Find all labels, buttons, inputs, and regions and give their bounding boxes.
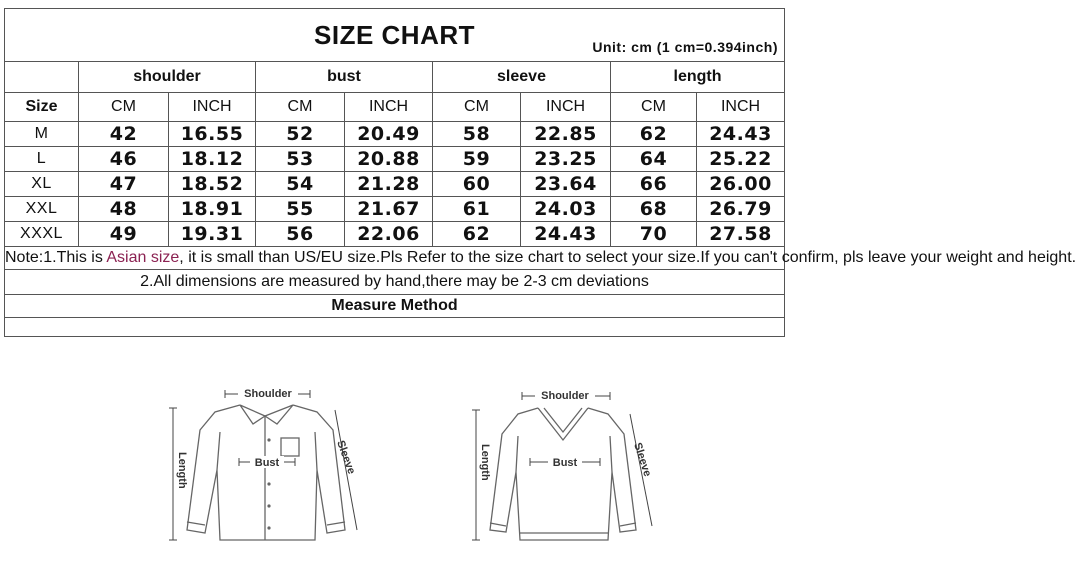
value-cell: 16.55 bbox=[169, 122, 256, 147]
value-cell: 23.25 bbox=[521, 147, 611, 172]
value-cell: 27.58 bbox=[697, 222, 785, 247]
value-cell: 24.43 bbox=[521, 222, 611, 247]
size-cell: XXXL bbox=[5, 222, 79, 247]
value-cell: 55 bbox=[256, 197, 345, 222]
value-cell: 58 bbox=[433, 122, 521, 147]
chart-title: SIZE CHART bbox=[314, 19, 475, 50]
diagram-label-bust: Bust bbox=[552, 457, 578, 469]
value-cell: 24.43 bbox=[697, 122, 785, 147]
value-cell: 47 bbox=[79, 172, 169, 197]
value-cell: 42 bbox=[79, 122, 169, 147]
size-chart-table bbox=[4, 8, 1076, 337]
diagram-label-shoulder: Shoulder bbox=[244, 388, 292, 400]
measure-method-heading: Measure Method bbox=[5, 295, 785, 318]
diagram-label-sleeve: Sleeve bbox=[334, 438, 358, 476]
group-header-shoulder: shoulder bbox=[79, 62, 256, 93]
group-header-bust: bust bbox=[256, 62, 433, 93]
value-cell: 18.52 bbox=[169, 172, 256, 197]
value-cell: 62 bbox=[433, 222, 521, 247]
empty-row bbox=[5, 318, 785, 337]
value-cell: 20.88 bbox=[345, 147, 433, 172]
note-asian-size bbox=[5, 247, 1076, 270]
shirt-measure-diagram bbox=[165, 380, 375, 560]
diagram-label-length: Length bbox=[479, 444, 491, 481]
value-cell: 54 bbox=[256, 172, 345, 197]
value-cell: 22.85 bbox=[521, 122, 611, 147]
value-cell: 24.03 bbox=[521, 197, 611, 222]
value-cell: 59 bbox=[433, 147, 521, 172]
value-cell: 52 bbox=[256, 122, 345, 147]
value-cell: 21.28 bbox=[345, 172, 433, 197]
value-cell: 61 bbox=[433, 197, 521, 222]
value-cell: 64 bbox=[611, 147, 697, 172]
unit-header-inch: INCH bbox=[697, 93, 785, 122]
value-cell: 26.00 bbox=[697, 172, 785, 197]
value-cell: 68 bbox=[611, 197, 697, 222]
value-cell: 26.79 bbox=[697, 197, 785, 222]
value-cell: 21.67 bbox=[345, 197, 433, 222]
unit-header-inch: INCH bbox=[169, 93, 256, 122]
value-cell: 62 bbox=[611, 122, 697, 147]
size-cell: XXL bbox=[5, 197, 79, 222]
size-cell: XL bbox=[5, 172, 79, 197]
group-header-length: length bbox=[611, 62, 785, 93]
unit-header-inch: INCH bbox=[521, 93, 611, 122]
note-measurement-deviation: 2.All dimensions are measured by hand,there may be 2-3 cm deviations bbox=[5, 270, 785, 295]
value-cell: 60 bbox=[433, 172, 521, 197]
value-cell: 49 bbox=[79, 222, 169, 247]
value-cell: 19.31 bbox=[169, 222, 256, 247]
empty-corner-cell bbox=[5, 62, 79, 93]
table-row bbox=[5, 222, 785, 247]
size-cell: M bbox=[5, 122, 79, 147]
note-suffix: , it is small than US/EU size.Pls Refer to the size chart to select your size.If you can't confirm, pls leave your weight and height. bbox=[179, 249, 1076, 266]
sweater-measure-diagram bbox=[460, 380, 670, 560]
value-cell: 70 bbox=[611, 222, 697, 247]
value-cell: 46 bbox=[79, 147, 169, 172]
value-cell: 18.91 bbox=[169, 197, 256, 222]
table-row bbox=[5, 172, 785, 197]
value-cell: 22.06 bbox=[345, 222, 433, 247]
value-cell: 66 bbox=[611, 172, 697, 197]
diagram-label-shoulder: Shoulder bbox=[541, 390, 589, 402]
diagram-label-length: Length bbox=[176, 452, 188, 489]
value-cell: 25.22 bbox=[697, 147, 785, 172]
group-header-sleeve: sleeve bbox=[433, 62, 611, 93]
value-cell: 48 bbox=[79, 197, 169, 222]
shirt-sketch bbox=[165, 380, 375, 560]
unit-header-cm: CM bbox=[611, 93, 697, 122]
note-prefix: Note:1.This is bbox=[5, 249, 107, 266]
value-cell: 18.12 bbox=[169, 147, 256, 172]
value-cell: 20.49 bbox=[345, 122, 433, 147]
unit-header-cm: CM bbox=[256, 93, 345, 122]
value-cell: 56 bbox=[256, 222, 345, 247]
unit-header-cm: CM bbox=[433, 93, 521, 122]
value-cell: 53 bbox=[256, 147, 345, 172]
table-row bbox=[5, 147, 785, 172]
value-cell: 23.64 bbox=[521, 172, 611, 197]
sweater-sketch bbox=[460, 380, 670, 560]
unit-note: Unit: cm (1 cm=0.394inch) bbox=[592, 39, 778, 55]
diagram-label-bust: Bust bbox=[254, 457, 280, 469]
diagram-label-sleeve: Sleeve bbox=[631, 441, 654, 479]
chart-title-cell bbox=[5, 9, 785, 62]
unit-header-cm: CM bbox=[79, 93, 169, 122]
unit-header-inch: INCH bbox=[345, 93, 433, 122]
size-column-header: Size bbox=[5, 93, 79, 122]
table-row bbox=[5, 197, 785, 222]
table-row bbox=[5, 122, 785, 147]
asian-size-highlight: Asian size bbox=[106, 249, 180, 266]
size-cell: L bbox=[5, 147, 79, 172]
